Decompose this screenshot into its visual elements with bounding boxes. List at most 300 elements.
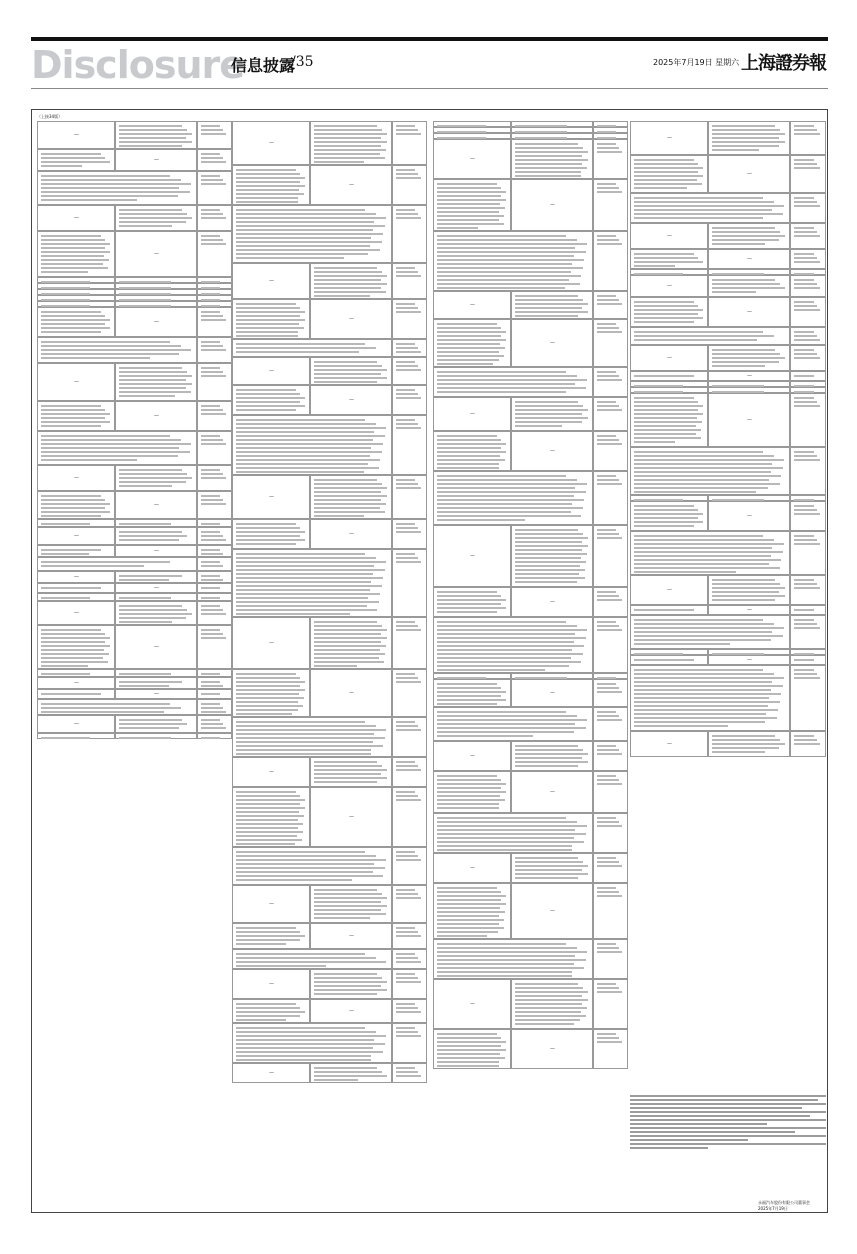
- table-cell: [630, 345, 708, 371]
- table-cell: [115, 601, 197, 625]
- table-cell: [232, 205, 392, 263]
- table-cell: [37, 669, 115, 677]
- table-cell: [310, 787, 392, 847]
- table-cell: [433, 319, 511, 367]
- table-cell: [708, 393, 790, 447]
- table-cell: [433, 883, 511, 939]
- table-cell: [790, 193, 826, 223]
- table-cell: [790, 731, 826, 757]
- empty-cell-dash: —: [269, 140, 274, 146]
- table-cell: [197, 465, 232, 491]
- table-cell: [392, 969, 427, 999]
- empty-cell-dash: —: [470, 156, 475, 162]
- empty-cell-dash: —: [747, 256, 752, 262]
- empty-cell-dash: —: [747, 607, 752, 613]
- table-cell: [593, 741, 628, 771]
- table-cell: [630, 531, 790, 575]
- table-cell: [392, 885, 427, 923]
- table-cell: [392, 617, 427, 669]
- table-cell: [433, 979, 511, 1029]
- table-cell: [708, 275, 790, 297]
- empty-cell-dash: —: [349, 814, 354, 820]
- table-cell: [630, 121, 708, 155]
- empty-cell-dash: —: [74, 215, 79, 221]
- table-cell: [115, 733, 197, 739]
- table-cell: [37, 431, 197, 465]
- table-cell: [708, 249, 790, 269]
- table-cell: [593, 319, 628, 367]
- table-cell: [310, 969, 392, 999]
- table-cell: [593, 231, 628, 291]
- table-cell: [115, 583, 197, 593]
- table-cell: [37, 401, 115, 431]
- empty-cell-dash: —: [269, 640, 274, 646]
- notice-signature: 永福汽车股份有限公司董事会: [758, 1200, 810, 1205]
- table-cell: [310, 263, 392, 299]
- table-cell: [790, 393, 826, 447]
- empty-cell-dash: —: [667, 135, 672, 141]
- table-cell: [197, 431, 232, 465]
- table-cell: [197, 715, 232, 733]
- table-cell: [232, 1063, 310, 1083]
- table-cell: [630, 275, 708, 297]
- table-cell: [433, 291, 511, 319]
- table-cell: [232, 617, 310, 669]
- table-cell: [232, 385, 310, 415]
- table-cell: [392, 299, 427, 339]
- table-cell: [310, 757, 392, 787]
- table-cell: [232, 847, 392, 885]
- table-cell: [392, 415, 427, 475]
- table-cell: [593, 367, 628, 397]
- table-cell: [37, 465, 115, 491]
- empty-cell-dash: —: [550, 202, 555, 208]
- table-cell: [392, 339, 427, 357]
- empty-cell-dash: —: [269, 981, 274, 987]
- table-cell: [593, 179, 628, 231]
- table-cell: [790, 655, 826, 665]
- table-cell: [593, 139, 628, 179]
- table-cell: [630, 371, 708, 381]
- table-cell: [232, 885, 310, 923]
- table-cell: [115, 715, 197, 733]
- empty-cell-dash: —: [747, 513, 752, 519]
- table-cell: [630, 665, 790, 731]
- table-cell: [197, 491, 232, 519]
- table-cell: [790, 155, 826, 193]
- empty-cell-dash: —: [154, 644, 159, 650]
- masthead: [31, 37, 828, 87]
- table-cell: [115, 545, 197, 557]
- table-cell: [392, 949, 427, 969]
- table-cell: [790, 275, 826, 297]
- table-cell: [310, 121, 392, 165]
- table-cell: [197, 545, 232, 557]
- table-cell: [37, 733, 115, 739]
- table-cell: [511, 979, 593, 1029]
- empty-cell-dash: —: [349, 316, 354, 322]
- empty-cell-dash: —: [550, 1046, 555, 1052]
- empty-cell-dash: —: [349, 690, 354, 696]
- table-cell: [37, 545, 115, 557]
- table-cell: [433, 617, 593, 673]
- table-cell: [630, 223, 708, 249]
- table-cell: [511, 319, 593, 367]
- empty-cell-dash: —: [349, 397, 354, 403]
- empty-cell-dash: —: [550, 599, 555, 605]
- empty-cell-dash: —: [154, 319, 159, 325]
- table-cell: [232, 357, 310, 385]
- table-cell: [232, 969, 310, 999]
- table-cell: [708, 501, 790, 531]
- empty-cell-dash: —: [747, 417, 752, 423]
- table-cell: [197, 121, 232, 149]
- table-cell: [593, 939, 628, 979]
- empty-cell-dash: —: [74, 132, 79, 138]
- table-cell: [708, 297, 790, 327]
- table-cell: [115, 519, 197, 527]
- table-cell: [511, 139, 593, 179]
- table-cell: [790, 371, 826, 381]
- table-cell: [433, 179, 511, 231]
- table-cell: [197, 583, 232, 593]
- table-cell: [115, 121, 197, 149]
- table-cell: [630, 155, 708, 193]
- table-cell: [790, 345, 826, 371]
- table-cell: [630, 501, 708, 531]
- table-cell: [511, 397, 593, 431]
- table-cell: [37, 363, 115, 401]
- table-cell: [511, 883, 593, 939]
- table-cell: [790, 501, 826, 531]
- table-cell: [708, 371, 790, 381]
- table-cell: [197, 699, 232, 715]
- empty-cell-dash: —: [550, 340, 555, 346]
- table-cell: [232, 475, 310, 519]
- table-cell: [232, 165, 310, 205]
- table-cell: [433, 139, 511, 179]
- table-cell: [708, 605, 790, 615]
- empty-cell-dash: —: [154, 548, 159, 554]
- table-cell: [708, 155, 790, 193]
- table-cell: [630, 297, 708, 327]
- empty-cell-dash: —: [667, 741, 672, 747]
- table-cell: [310, 165, 392, 205]
- empty-cell-dash: —: [74, 680, 79, 686]
- table-cell: [392, 923, 427, 949]
- table-cell: [115, 307, 197, 337]
- table-cell: [392, 847, 427, 885]
- table-cell: [630, 447, 790, 495]
- table-cell: [708, 655, 790, 665]
- table-cell: [630, 575, 708, 605]
- empty-cell-dash: —: [74, 475, 79, 481]
- table-cell: [37, 715, 115, 733]
- table-cell: [197, 689, 232, 699]
- table-cell: [37, 149, 115, 171]
- table-cell: [433, 587, 511, 617]
- table-cell: [433, 1029, 511, 1069]
- table-cell: [511, 853, 593, 883]
- empty-cell-dash: —: [154, 413, 159, 419]
- table-cell: [37, 593, 115, 601]
- table-cell: [197, 307, 232, 337]
- table-cell: [790, 447, 826, 495]
- table-cell: [392, 1063, 427, 1083]
- table-cell: [197, 171, 232, 205]
- section-title: 信息披露: [231, 56, 296, 75]
- table-cell: [593, 979, 628, 1029]
- table-cell: [708, 223, 790, 249]
- table-cell: [37, 677, 115, 689]
- table-cell: [310, 1063, 392, 1083]
- table-cell: [232, 549, 392, 617]
- table-cell: [433, 471, 593, 525]
- table-cell: [232, 299, 310, 339]
- empty-cell-dash: —: [269, 368, 274, 374]
- table-cell: [593, 679, 628, 707]
- table-cell: [37, 689, 115, 699]
- table-cell: [392, 549, 427, 617]
- table-cell: [37, 307, 115, 337]
- table-cell: [197, 519, 232, 527]
- table-cell: [197, 593, 232, 601]
- empty-cell-dash: —: [747, 657, 752, 663]
- empty-cell-dash: —: [349, 933, 354, 939]
- table-cell: [630, 615, 790, 649]
- table-cell: [37, 601, 115, 625]
- empty-cell-dash: —: [269, 278, 274, 284]
- table-cell: [511, 771, 593, 813]
- brand-logo: Disclosure: [31, 43, 245, 87]
- empty-cell-dash: —: [470, 411, 475, 417]
- table-cell: [310, 999, 392, 1023]
- table-cell: [310, 519, 392, 549]
- table-cell: [630, 327, 790, 345]
- table-cell: [790, 249, 826, 269]
- table-cell: [37, 205, 115, 231]
- masthead-rule: [31, 37, 828, 41]
- table-cell: [232, 923, 310, 949]
- table-cell: [310, 299, 392, 339]
- table-cell: [708, 575, 790, 605]
- table-cell: [593, 1029, 628, 1069]
- table-cell: [511, 525, 593, 587]
- table-cell: [37, 583, 115, 593]
- empty-cell-dash: —: [269, 769, 274, 775]
- table-cell: [433, 367, 593, 397]
- table-cell: [433, 853, 511, 883]
- table-cell: [392, 999, 427, 1023]
- empty-cell-dash: —: [349, 531, 354, 537]
- table-cell: [115, 669, 197, 677]
- table-cell: [232, 757, 310, 787]
- empty-cell-dash: —: [154, 691, 159, 697]
- empty-cell-dash: —: [667, 233, 672, 239]
- table-cell: [630, 605, 708, 615]
- table-cell: [37, 571, 115, 583]
- table-cell: [593, 397, 628, 431]
- table-cell: [790, 121, 826, 155]
- table-cell: [197, 669, 232, 677]
- table-cell: [197, 337, 232, 363]
- table-cell: [37, 337, 197, 363]
- table-cell: [392, 121, 427, 165]
- table-cell: [630, 655, 708, 665]
- empty-cell-dash: —: [74, 379, 79, 385]
- table-cell: [232, 717, 392, 757]
- table-cell: [37, 171, 197, 205]
- empty-cell-dash: —: [550, 908, 555, 914]
- empty-cell-dash: —: [747, 171, 752, 177]
- table-cell: [790, 575, 826, 605]
- table-cell: [37, 121, 115, 149]
- table-cell: [392, 717, 427, 757]
- table-cell: [115, 149, 197, 171]
- table-cell: [593, 587, 628, 617]
- table-cell: [115, 593, 197, 601]
- empty-cell-dash: —: [74, 574, 79, 580]
- empty-cell-dash: —: [154, 502, 159, 508]
- table-cell: [232, 1023, 392, 1063]
- table-cell: [392, 757, 427, 787]
- table-cell: [197, 625, 232, 669]
- paper-name: 上海證券報: [741, 53, 826, 74]
- empty-cell-dash: —: [269, 901, 274, 907]
- table-cell: [37, 519, 115, 527]
- table-cell: [232, 121, 310, 165]
- table-cell: [593, 431, 628, 471]
- table-cell: [115, 677, 197, 689]
- table-cell: [593, 853, 628, 883]
- table-cell: [197, 149, 232, 171]
- table-cell: [593, 883, 628, 939]
- table-cell: [433, 771, 511, 813]
- table-cell: [630, 193, 790, 223]
- table-cell: [392, 205, 427, 263]
- table-cell: [708, 121, 790, 155]
- table-cell: [433, 707, 593, 741]
- table-cell: [511, 741, 593, 771]
- table-cell: [392, 165, 427, 205]
- empty-cell-dash: —: [470, 553, 475, 559]
- table-cell: [197, 205, 232, 231]
- table-cell: [433, 813, 593, 853]
- empty-cell-dash: —: [550, 690, 555, 696]
- table-cell: [115, 205, 197, 231]
- table-cell: [37, 625, 115, 669]
- empty-cell-dash: —: [154, 251, 159, 257]
- table-cell: [115, 491, 197, 519]
- empty-cell-dash: —: [74, 610, 79, 616]
- issue-date: 2025年7月19日 星期六: [653, 58, 740, 67]
- table-cell: [310, 669, 392, 717]
- table-cell: [232, 999, 310, 1023]
- empty-cell-dash: —: [470, 1001, 475, 1007]
- table-cell: [232, 415, 392, 475]
- table-cell: [232, 519, 310, 549]
- empty-cell-dash: —: [667, 283, 672, 289]
- table-cell: [433, 231, 593, 291]
- table-cell: [310, 617, 392, 669]
- table-cell: [115, 527, 197, 545]
- empty-cell-dash: —: [747, 309, 752, 315]
- empty-cell-dash: —: [470, 753, 475, 759]
- table-cell: [197, 733, 232, 739]
- table-cell: [37, 527, 115, 545]
- empty-cell-dash: —: [269, 1070, 274, 1076]
- table-cell: [593, 771, 628, 813]
- table-cell: [310, 885, 392, 923]
- empty-cell-dash: —: [550, 789, 555, 795]
- table-cell: [433, 741, 511, 771]
- table-cell: [593, 525, 628, 587]
- empty-cell-dash: —: [154, 585, 159, 591]
- table-cell: [37, 491, 115, 519]
- empty-cell-dash: —: [349, 1008, 354, 1014]
- continued-label: （上接34版）: [37, 114, 63, 119]
- empty-cell-dash: —: [747, 373, 752, 379]
- table-cell: [197, 677, 232, 689]
- table-cell: [392, 357, 427, 385]
- table-cell: [197, 571, 232, 583]
- empty-cell-dash: —: [74, 721, 79, 727]
- table-cell: [708, 345, 790, 371]
- empty-cell-dash: —: [470, 302, 475, 308]
- table-cell: [511, 587, 593, 617]
- table-cell: [197, 557, 232, 571]
- table-cell: [232, 339, 392, 357]
- table-cell: [433, 397, 511, 431]
- table-cell: [115, 363, 197, 401]
- table-cell: [630, 249, 708, 269]
- table-cell: [511, 179, 593, 231]
- table-cell: [197, 231, 232, 277]
- masthead-divider: [31, 88, 828, 89]
- table-cell: [115, 231, 197, 277]
- table-cell: [511, 679, 593, 707]
- table-cell: [593, 617, 628, 673]
- table-cell: [790, 665, 826, 731]
- table-cell: [310, 357, 392, 385]
- empty-cell-dash: —: [470, 865, 475, 871]
- table-cell: [197, 601, 232, 625]
- table-cell: [392, 787, 427, 847]
- table-cell: [310, 475, 392, 519]
- table-cell: [392, 475, 427, 519]
- table-cell: [433, 525, 511, 587]
- table-cell: [392, 1023, 427, 1063]
- table-cell: [37, 557, 197, 571]
- table-cell: [708, 731, 790, 757]
- empty-cell-dash: —: [154, 157, 159, 163]
- table-cell: [433, 431, 511, 471]
- table-cell: [232, 263, 310, 299]
- table-cell: [115, 401, 197, 431]
- table-cell: [511, 291, 593, 319]
- table-cell: [392, 385, 427, 415]
- table-cell: [392, 519, 427, 549]
- table-cell: [790, 615, 826, 649]
- empty-cell-dash: —: [667, 355, 672, 361]
- table-cell: [232, 669, 310, 717]
- table-cell: [593, 291, 628, 319]
- table-cell: [790, 223, 826, 249]
- notice-date: 2025年7月19日: [758, 1206, 788, 1211]
- table-cell: [790, 327, 826, 345]
- empty-cell-dash: —: [349, 182, 354, 188]
- table-cell: [433, 939, 593, 979]
